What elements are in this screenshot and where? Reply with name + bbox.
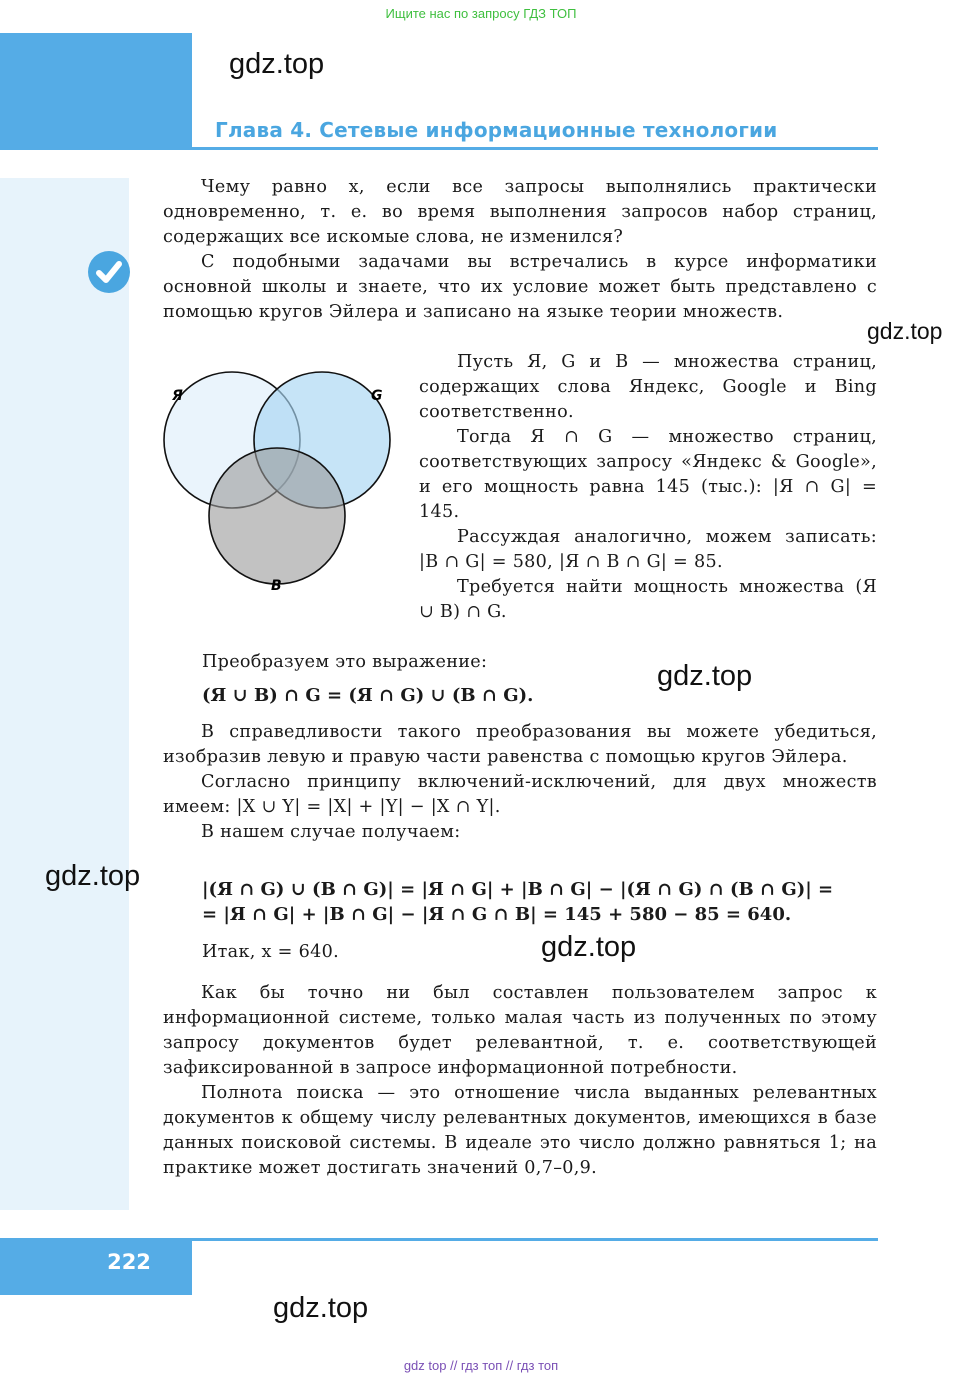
calc-line-2: = |Я ∩ G| + |B ∩ G| − |Я ∩ G ∩ B| = 145 + 580 − 85 = 640. — [202, 904, 792, 925]
middle-text — [163, 720, 877, 845]
venn-label-g: G — [371, 388, 383, 404]
transform-intro: Преобразуем это выражение: — [202, 652, 488, 672]
chapter-title: Глава 4. Сетевые информационные технологии — [215, 118, 778, 142]
header-divider — [192, 147, 878, 150]
intro-text — [163, 175, 877, 325]
middle-paragraph: В нашем случае получаем: — [201, 822, 461, 842]
side-paragraph: Требуется найти мощность множества (Я ∪ B) ∩ G. — [419, 577, 877, 622]
page-number: 222 — [107, 1250, 151, 1274]
middle-paragraph: Согласно принципу включений-исключений, для двух множеств имеем: |X ∪ Y| = |X| + |Y| − |X ∩ Y|. — [163, 772, 877, 817]
watermark: gdz.top — [541, 931, 637, 963]
side-paragraph: Тогда Я ∩ G — множество страниц, соответствующих запросу «Яндекс & Google», и его мощность равна 145 (тыс.): |Я ∩ G| = 145. — [419, 427, 877, 522]
venn-label-b: B — [271, 578, 282, 594]
search-banner: Ищите нас по запросу ГДЗ ТОП — [385, 6, 577, 21]
watermark: gdz.top — [229, 48, 325, 80]
middle-paragraph: В справедливости такого преобразования вы можете убедиться, изобразив левую и правую части равенства с помощью кругов Эйлера. — [163, 722, 877, 767]
watermark: gdz.top — [45, 860, 141, 892]
calc-line-1: |(Я ∩ G) ∪ (B ∩ G)| = |Я ∩ G| + |B ∩ G| − |(Я ∩ G) ∩ (B ∩ G)| = — [202, 879, 834, 900]
intro-paragraph: Чему равно x, если все запросы выполнялись практически одновременно, т. е. во время выполнения запросов набор страниц, содержащих все искомые слова, не изменился? — [163, 177, 877, 247]
transform-equation: (Я ∪ B) ∩ G = (Я ∩ G) ∪ (B ∩ G). — [202, 685, 534, 706]
header-color-block — [0, 33, 192, 150]
side-paragraph: Рассуждая аналогично, можем записать: |B ∩ G| = 580, |Я ∩ B ∩ G| = 85. — [419, 527, 877, 572]
margin-strip — [0, 178, 129, 1210]
bottom-links[interactable]: gdz top // гдз топ // гдз топ — [403, 1358, 559, 1373]
watermark: gdz.top — [273, 1292, 369, 1324]
closing-text — [163, 981, 877, 1181]
footer-divider — [192, 1238, 878, 1241]
venn-explanation — [419, 350, 877, 625]
venn-diagram — [160, 362, 400, 600]
checkmark-icon — [88, 251, 130, 293]
watermark: gdz.top — [867, 318, 943, 344]
closing-paragraph: Полнота поиска — это отношение числа выданных релевантных документов к общему числу релевантных документов, имеющихся в базе данных поисковой системы. В идеале это число должно равняться 1; на практике может достигать значений 0,7–0,9. — [163, 1083, 877, 1178]
side-paragraph: Пусть Я, G и B — множества страниц, содержащих слова Яндекс, Google и Bing соответственно. — [419, 352, 877, 422]
watermark: gdz.top — [657, 660, 753, 692]
closing-paragraph: Как бы точно ни был составлен пользователем запрос к информационной системе, только малая часть из полученных по этому запросу документов будет релевантной, т. е. соответствующей зафиксированной в запросе информационной потребности. — [163, 983, 877, 1078]
result-line: Итак, x = 640. — [202, 942, 339, 962]
intro-paragraph: С подобными задачами вы встречались в курсе информатики основной школы и знаете, что их условие может быть представлено с помощью кругов Эйлера и записано на языке теории множеств. — [163, 252, 877, 322]
venn-label-ya: Я — [172, 388, 183, 404]
venn-circle-b — [209, 448, 345, 584]
